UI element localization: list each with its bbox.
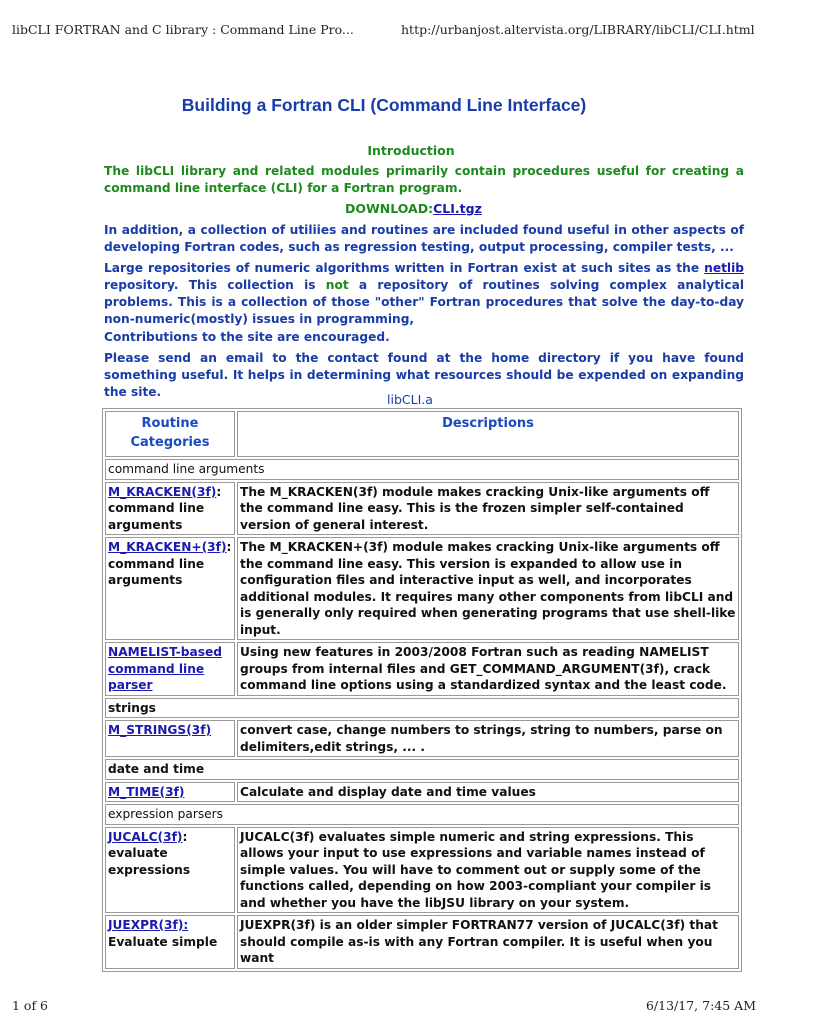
- juexpr-link[interactable]: JUEXPR(3f):: [108, 918, 189, 932]
- table-row: [105, 482, 739, 536]
- main-title: Building a Fortran CLI (Command Line Interface): [181, 95, 587, 115]
- routine-description: Calculate and display date and time values: [237, 782, 739, 803]
- repositories-paragraph: [104, 260, 744, 328]
- routine-name-cell: [105, 482, 235, 536]
- routine-name-cell: [105, 537, 235, 640]
- print-datetime: 6/13/17, 7:45 AM: [645, 998, 756, 1013]
- table-row: [105, 537, 739, 640]
- download-label: DOWNLOAD:: [345, 201, 434, 216]
- not-emphasis: not: [325, 278, 349, 292]
- page-content: [0, 88, 744, 978]
- m-kracken-plus-link[interactable]: M_KRACKEN+(3f): [108, 540, 227, 554]
- namelist-parser-link[interactable]: NAMELIST-based command line parser: [108, 645, 222, 692]
- repositories-text-2: repository. This collection is: [104, 278, 326, 292]
- category-row: [105, 759, 739, 780]
- routine-name-cell: [105, 782, 235, 803]
- routines-table: [102, 408, 742, 972]
- contributions-paragraph: Contributions to the site are encouraged.: [104, 330, 390, 344]
- m-time-link[interactable]: M_TIME(3f): [108, 784, 185, 799]
- category-row: [105, 804, 739, 825]
- category-strings: strings: [105, 698, 739, 719]
- category-row: [105, 698, 739, 719]
- routine-note: : command line arguments: [108, 540, 232, 587]
- category-row: [105, 459, 739, 480]
- contact-paragraph: Please send an email to the contact found at the home directory if you have found something useful. It helps in determining what resources should be expended on expanding the site.: [104, 351, 744, 399]
- jucalc-link[interactable]: JUCALC(3f): [108, 829, 183, 844]
- m-kracken-link[interactable]: M_KRACKEN(3f): [108, 484, 217, 499]
- routine-name-cell: [105, 827, 235, 914]
- print-header: [0, 22, 768, 42]
- table-row: [105, 642, 739, 696]
- repositories-text-3: a repository of routines solving complex analytical problems. This is a collection of those "other" Fortran procedures that solve the day-to-day non-numeric(mostly) issues in programming,: [104, 278, 744, 326]
- table-header-row: [105, 411, 739, 457]
- download-link[interactable]: CLI.tgz: [433, 201, 482, 216]
- routine-description: The M_KRACKEN(3f) module makes cracking Unix-like arguments off the command line easy. This is the frozen simpler self-contained version of general interest.: [237, 482, 739, 536]
- introduction-heading: Introduction: [367, 143, 455, 158]
- category-expression-parsers: expression parsers: [105, 804, 739, 825]
- table-row: [105, 720, 739, 757]
- routine-name-cell: [105, 720, 235, 757]
- repositories-text-1: Large repositories of numeric algorithms written in Fortran exist at such sites as the: [104, 261, 705, 275]
- category-date-time: date and time: [105, 759, 739, 780]
- routine-name-cell: [105, 915, 235, 969]
- page-number: 1 of 6: [12, 998, 49, 1013]
- intro-paragraph: The libCLI library and related modules primarily contain procedures useful for creating a command line interface (CLI) for a Fortran program.: [104, 164, 744, 195]
- routine-note: : evaluate expressions: [108, 829, 191, 877]
- routine-note: Evaluate simple: [108, 934, 218, 949]
- table-caption: libCLI.a: [387, 392, 433, 407]
- routine-description: JUEXPR(3f) is an older simpler FORTRAN77 version of JUCALC(3f) that should compile as-is with any Fortran compiler. It is useful when you want: [237, 915, 739, 969]
- table-row: [105, 827, 739, 914]
- header-descriptions: Descriptions: [237, 411, 739, 457]
- print-footer: [0, 998, 768, 1018]
- category-command-line: command line arguments: [105, 459, 739, 480]
- routine-note: : command line arguments: [108, 484, 222, 532]
- routine-name-cell: [105, 642, 235, 696]
- addition-paragraph: In addition, a collection of utiliies and routines are included found useful in other aspects of developing Fortran codes, such as regression testing, output processing, compiler tests, ...: [104, 223, 744, 254]
- download-line: [345, 201, 482, 216]
- netlib-link[interactable]: netlib: [704, 261, 744, 275]
- page-title: libCLI FORTRAN and C library : Command Line Pro...: [12, 22, 354, 37]
- table-row: [105, 915, 739, 969]
- page-url: http://urbanjost.altervista.org/LIBRARY/libCLI/CLI.html: [401, 22, 755, 37]
- routine-description: convert case, change numbers to strings, string to numbers, parse on delimiters,edit strings, ... .: [237, 720, 739, 757]
- header-routine-categories: Routine Categories: [105, 411, 235, 457]
- routine-description: JUCALC(3f) evaluates simple numeric and string expressions. This allows your input to use expressions and variable names instead of simple values. You will have to comment out or supply some of the functions called, depending on how 2003-compliant your compiler is and whether you have the libJSU library on your system.: [237, 827, 739, 914]
- routine-description: The M_KRACKEN+(3f) module makes cracking Unix-like arguments off the command line easy. This version is expanded to allow use in configuration files and interactive input as well, and incorporates additional modules. It requires many other components from libCLI and is generally only required when generating programs that use shell-like input.: [237, 537, 739, 640]
- m-strings-link[interactable]: M_STRINGS(3f): [108, 723, 212, 737]
- routine-description: Using new features in 2003/2008 Fortran such as reading NAMELIST groups from internal files and GET_COMMAND_ARGUMENT(3f), crack command line options using a standardized syntax and the least code.: [237, 642, 739, 696]
- table-row: [105, 782, 739, 803]
